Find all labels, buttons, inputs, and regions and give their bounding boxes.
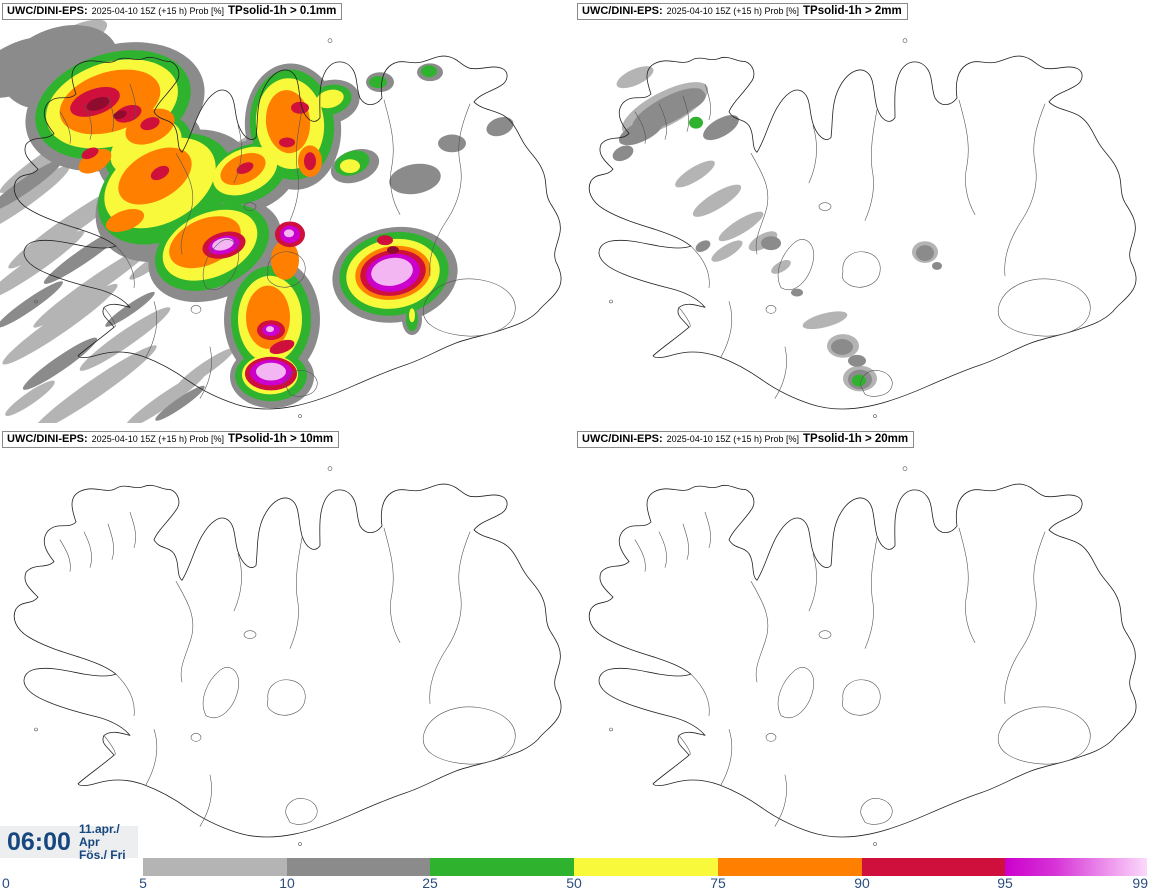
model-name: UWC/DINI-EPS:: [582, 5, 663, 17]
colorbar-tick-0: 0: [2, 875, 10, 891]
valid-time: 06:00: [7, 827, 71, 856]
colorbar-seg-5-10: [143, 858, 287, 876]
map-prob-2mm: [575, 13, 1150, 423]
colorbar-tick-25: 25: [422, 875, 438, 891]
colorbar-seg-10-25: [287, 858, 430, 876]
colorbar-seg-25-50: [430, 858, 574, 876]
colorbar-tick-95: 95: [997, 875, 1013, 891]
panel-prob-0p1mm: [0, 0, 575, 428]
colorbar-seg-50-75: [574, 858, 718, 876]
run-info: 2025-04-10 15Z (+15 h) Prob [%]: [666, 434, 799, 444]
panel-title-20mm: [577, 431, 914, 448]
valid-date-line1: 11.apr./ Apr: [78, 821, 120, 849]
run-info: 2025-04-10 15Z (+15 h) Prob [%]: [91, 6, 224, 16]
threshold-label: TPsolid-1h > 0.1mm: [228, 5, 337, 17]
colorbar-seg-95-99: [1005, 858, 1147, 876]
run-info: 2025-04-10 15Z (+15 h) Prob [%]: [666, 6, 799, 16]
map-prob-0p1mm: [0, 13, 575, 423]
colorbar-tick-10: 10: [279, 875, 295, 891]
threshold-label: TPsolid-1h > 20mm: [803, 433, 909, 445]
map-prob-20mm: [575, 441, 1150, 851]
valid-time-box: [0, 821, 138, 862]
colorbar-tick-5: 5: [139, 875, 147, 891]
colorbar-seg-75-90: [718, 858, 862, 876]
panel-title-2mm: [577, 3, 908, 20]
colorbar-seg-90-95: [862, 858, 1005, 876]
panel-title-0p1mm: [2, 3, 342, 20]
colorbar-tick-90: 90: [854, 875, 870, 891]
panel-prob-2mm: [575, 0, 1150, 428]
valid-date-line2: Fös./ Fri: [78, 847, 126, 862]
panel-title-10mm: [2, 431, 339, 448]
valid-date: [79, 823, 138, 862]
colorbar-tick-99: 99: [1132, 875, 1148, 891]
panel-prob-20mm: [575, 428, 1150, 855]
panel-prob-10mm: [0, 428, 575, 855]
model-name: UWC/DINI-EPS:: [7, 5, 88, 17]
model-name: UWC/DINI-EPS:: [582, 433, 663, 445]
probability-colorbar: [143, 858, 1147, 876]
colorbar-tick-50: 50: [566, 875, 582, 891]
threshold-label: TPsolid-1h > 2mm: [803, 5, 902, 17]
threshold-label: TPsolid-1h > 10mm: [228, 433, 334, 445]
colorbar-tick-75: 75: [710, 875, 726, 891]
map-prob-10mm: [0, 441, 575, 851]
run-info: 2025-04-10 15Z (+15 h) Prob [%]: [91, 434, 224, 444]
model-name: UWC/DINI-EPS:: [7, 433, 88, 445]
